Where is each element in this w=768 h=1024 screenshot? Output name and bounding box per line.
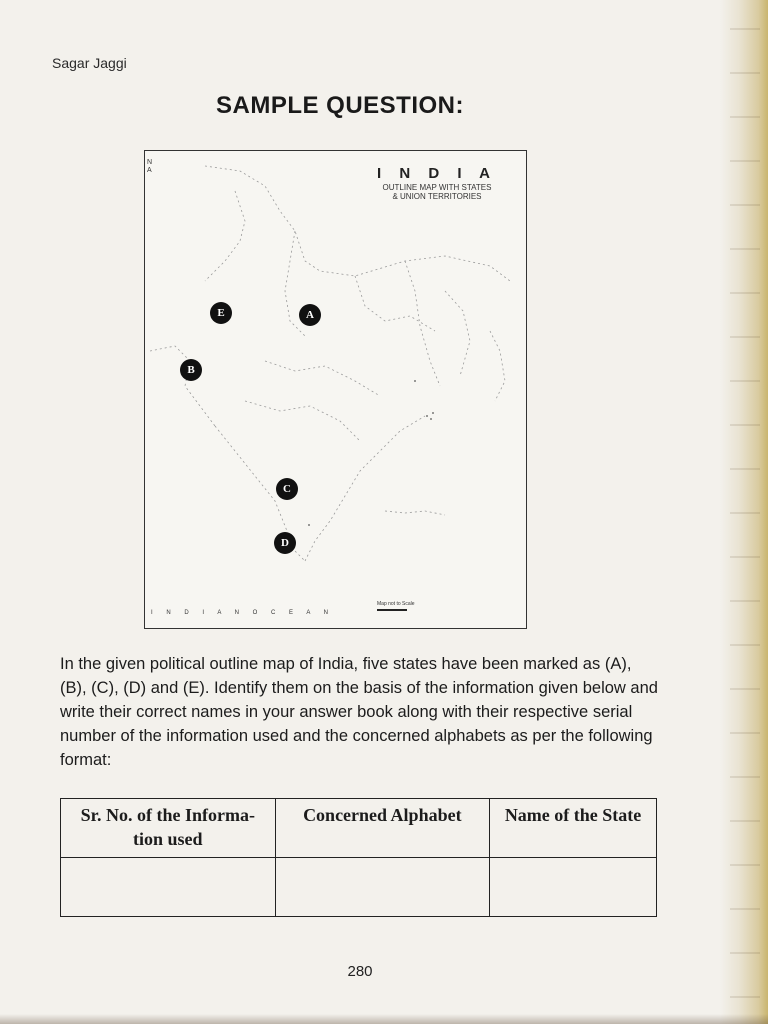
- marker-d: D: [274, 532, 296, 554]
- table-header-cell: Sr. No. of the Informa-tion used: [61, 799, 276, 858]
- map-subtitle: [367, 183, 507, 201]
- page-title: SAMPLE QUESTION:: [215, 92, 464, 119]
- table-header-row: [61, 799, 657, 858]
- marker-b: B: [180, 359, 202, 381]
- page-bottom-shadow: [0, 1014, 768, 1024]
- answer-format-table: [60, 798, 657, 917]
- scale-bar: [377, 609, 407, 611]
- ocean-label: I N D I A N O C E A N: [151, 610, 335, 616]
- page-number: 280: [347, 963, 373, 980]
- marker-e: E: [210, 302, 232, 324]
- scale-label: Map not to Scale: [377, 601, 415, 607]
- map-outline-drawing: [145, 151, 525, 627]
- page-edge-texture: [730, 0, 760, 1024]
- question-paragraph: In the given political outline map of India, five states have been marked as (A), (B), (C), (D) and (E). Identify them on the basis of the information given below and write their correct names in your answer book along with their respective serial number of the information used and the concerned alphabets as per the following format:: [60, 655, 658, 769]
- table-row: [61, 858, 657, 917]
- india-outline-map: [144, 150, 527, 629]
- map-subtitle-line1: OUTLINE MAP WITH STATES: [382, 183, 492, 192]
- table-header-cell: Name of the State: [490, 799, 657, 858]
- marker-a: A: [299, 304, 321, 326]
- table-header-cell: Concerned Alphabet: [275, 799, 490, 858]
- map-title: I N D I A: [377, 165, 497, 182]
- north-arrow-label: N A: [147, 159, 153, 174]
- table-cell: [61, 858, 276, 917]
- map-subtitle-line2: & UNION TERRITORIES: [392, 192, 482, 201]
- author-name: Sagar Jaggi: [52, 55, 127, 71]
- table-cell: [275, 858, 490, 917]
- marker-c: C: [276, 478, 298, 500]
- table-cell: [490, 858, 657, 917]
